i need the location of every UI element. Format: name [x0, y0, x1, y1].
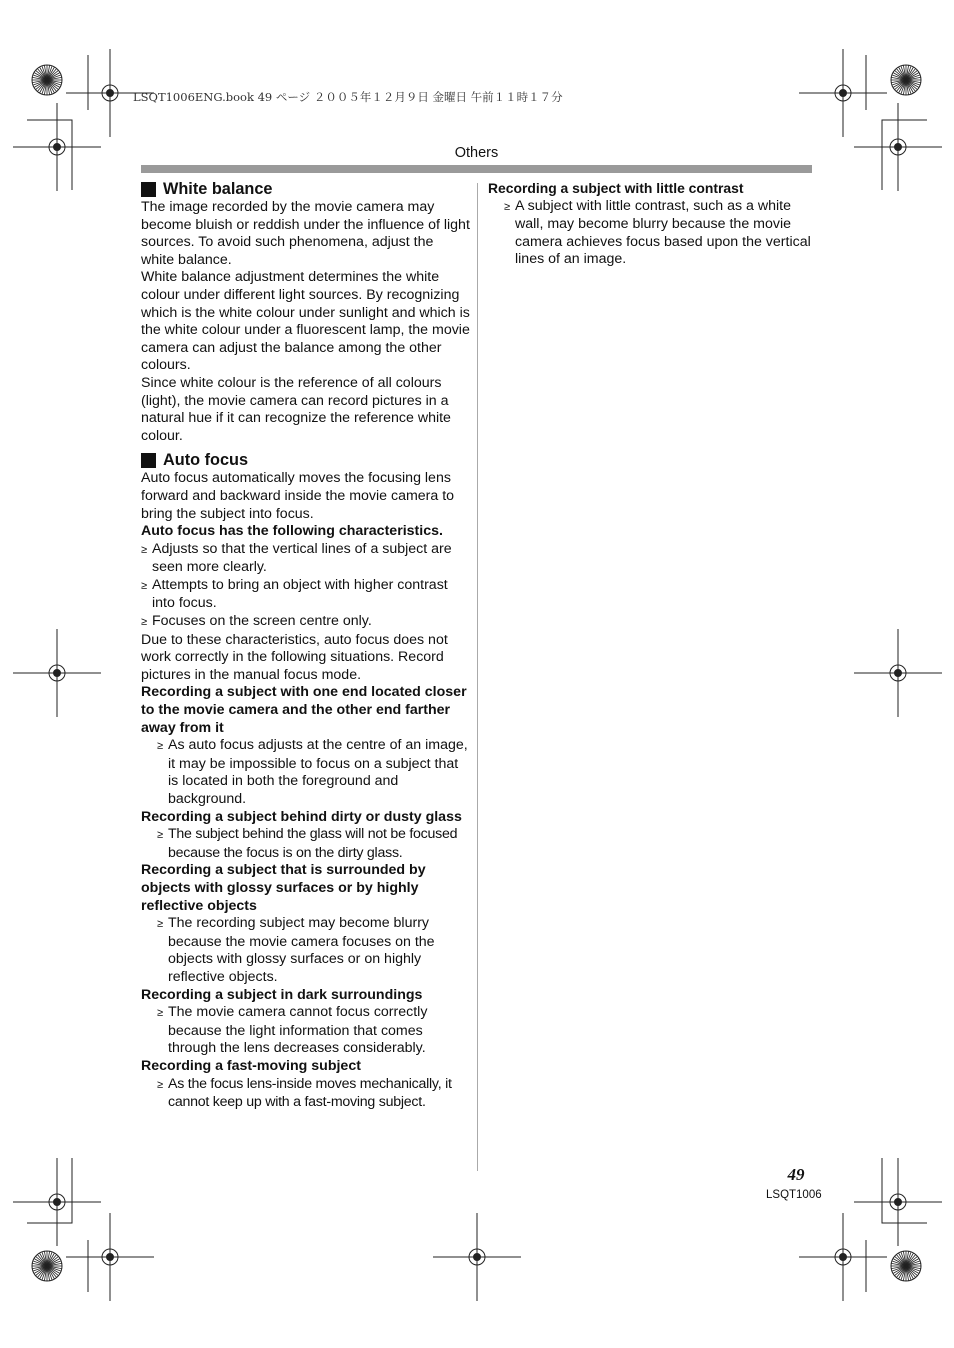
bullet-icon: ≥	[141, 616, 148, 629]
registration-mark	[840, 90, 847, 97]
situation-item: ≥ As auto focus adjusts at the centre of an image, it may be impossible to focus on a subject that is located in both the foreground and background.	[157, 737, 468, 807]
situation-heading: Recording a subject with little contrast	[488, 180, 744, 196]
bullet-icon: ≥	[141, 579, 148, 592]
heading-square-icon	[141, 453, 156, 468]
bullet-icon: ≥	[157, 829, 163, 842]
situation-heading: Recording a fast-moving subject	[141, 1057, 361, 1074]
white-balance-heading: White balance	[141, 180, 470, 199]
registration-mark	[895, 670, 902, 677]
model-code: LSQT1006	[766, 1189, 822, 1201]
auto-focus-intro: Auto focus automatically moves the focusing lens forward and backward inside the movie camera to bring the subject into focus.	[141, 470, 455, 522]
situation-item: ≥ A subject with little contrast, such as a white wall, may become blurry because the movie camera achieves focus based upon the vertical lines of an image.	[504, 197, 811, 268]
trim-line	[882, 120, 927, 190]
auto-focus-outro: Due to these characteristics, auto focus does not work correctly in the following situations. Record pictures in the manual focus mode.	[141, 631, 448, 683]
bullet-icon: ≥	[141, 543, 148, 556]
registration-mark	[107, 90, 114, 97]
trim-line	[27, 1158, 72, 1223]
situation-item: ≥ As the focus lens-inside moves mechanically, it cannot keep up with a fast-moving subject.	[157, 1075, 452, 1111]
section-label: Others	[454, 145, 499, 161]
bullet-icon: ≥	[157, 1078, 163, 1091]
registration-mark	[895, 1199, 902, 1206]
situation-item: ≥ The subject behind the glass will not be focused because the focus is on the dirty glass.	[157, 826, 458, 861]
situation-heading: Recording a subject behind dirty or dusty glass	[141, 808, 462, 825]
registration-mark	[54, 1199, 61, 1206]
bullet-icon: ≥	[157, 740, 164, 753]
situation-heading: Recording a subject that is surrounded by objects with glossy surfaces or by highly reflective objects	[141, 862, 426, 914]
page-number: 49	[787, 1165, 805, 1184]
column-divider	[477, 183, 478, 1171]
white-balance-paragraph: Since white colour is the reference of all colours (light), the movie camera can record pictures in a natural hue if it can recognize the reference white colour.	[141, 374, 451, 444]
trim-line	[27, 120, 72, 190]
bullet-icon: ≥	[504, 200, 511, 213]
bullet-icon: ≥	[157, 918, 164, 931]
characteristic-item: ≥ Attempts to bring an object with higher contrast into focus.	[141, 576, 448, 612]
trim-line	[882, 1158, 927, 1223]
registration-mark	[54, 144, 61, 151]
characteristic-item: ≥ Adjusts so that the vertical lines of a subject are seen more clearly.	[141, 540, 452, 576]
heading-square-icon	[141, 182, 156, 197]
white-balance-paragraph: The image recorded by the movie camera may become bluish or reddish under the influence of light sources. To avoid such phenomena, adjust the white balance.	[141, 199, 470, 268]
situation-heading: Recording a subject in dark surroundings	[141, 986, 423, 1003]
situation-heading: Recording a subject with one end located closer to the movie camera and the other end farther away from it	[141, 684, 467, 736]
registration-mark	[840, 1254, 847, 1261]
registration-mark	[107, 1254, 114, 1261]
white-balance-paragraph: White balance adjustment determines the white colour under different light sources. By recognizing which is the white colour under sunlight and which is the white colour under a fluorescent lamp, the movie camera can adjust the balance among the other colours.	[141, 269, 470, 374]
characteristics-heading: Auto focus has the following characteristics.	[141, 523, 443, 540]
header-rule	[141, 165, 812, 173]
situation-item: ≥ The movie camera cannot focus correctly because the light information that comes through the lens decreases considerably.	[157, 1004, 428, 1057]
characteristic-item: ≥ Focuses on the screen centre only.	[141, 613, 470, 632]
situation-item: ≥ The recording subject may become blurry because the movie camera focuses on the objects with glossy surfaces or on highly reflective objects.	[157, 915, 435, 985]
registration-mark	[54, 670, 61, 677]
print-slug-header: LSQT1006ENG.book 49 ページ ２００５年１２月９日 金曜日 午前１１時１７分	[133, 90, 563, 104]
registration-mark	[474, 1254, 481, 1261]
registration-mark	[895, 144, 902, 151]
left-column	[141, 180, 470, 1112]
right-column	[488, 180, 812, 269]
auto-focus-heading: Auto focus	[141, 451, 470, 470]
bullet-icon: ≥	[157, 1007, 164, 1020]
